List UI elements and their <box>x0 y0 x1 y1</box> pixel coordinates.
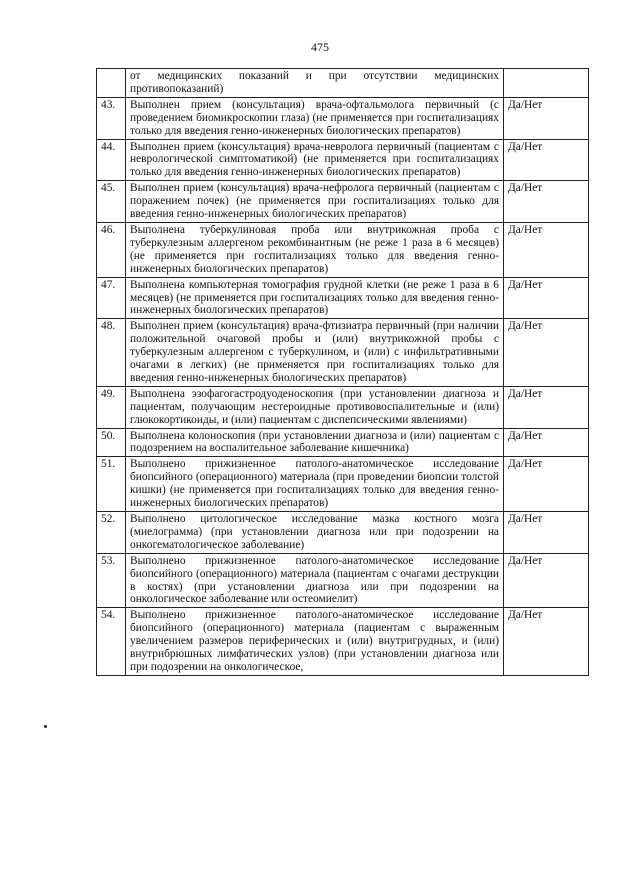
table-row <box>97 97 589 139</box>
table-row <box>97 139 589 181</box>
criterion-text: Выполнен прием (консультация) врача-нефролога первичный (пациентам с поражением почек) (не применяется при госпитализациях только для введения генно-инженерных биологических препаратов) <box>126 181 504 223</box>
answer-cell: Да/Нет <box>504 319 589 387</box>
answer-cell: Да/Нет <box>504 277 589 319</box>
criterion-text: Выполнена эзофагогастродуоденоскопия (при установлении диагноза и пациентам, получающим нестероидные противовоспалительные и (или) глюкокортикоиды, и (или) пациентам с диспепсическими явлениями) <box>126 386 504 428</box>
criterion-text: Выполнено цитологическое исследование мазка костного мозга (миелограмма) (при установлении диагноза или при подозрении на онкогематологическое заболевание) <box>126 512 504 554</box>
table-row <box>97 386 589 428</box>
criterion-text: Выполнено прижизненное патолого-анатомическое исследование биопсийного (операционного) материала (пациентам с выраженным увеличением размеров периферических и (или) внутригрудных, и (или) внутрибрюшных лимфатических узлов) (при установлении диагноза или при подозрении на онкологическое, <box>126 608 504 676</box>
answer-cell: Да/Нет <box>504 139 589 181</box>
row-number: 43. <box>97 97 126 139</box>
row-number: 47. <box>97 277 126 319</box>
row-number: 44. <box>97 139 126 181</box>
row-number: 52. <box>97 512 126 554</box>
answer-cell <box>504 69 589 98</box>
criteria-table <box>96 68 589 676</box>
answer-cell: Да/Нет <box>504 181 589 223</box>
row-number: 50. <box>97 428 126 457</box>
criterion-text: от медицинских показаний и при отсутствии медицинских противопоказаний) <box>126 69 504 98</box>
row-number: 53. <box>97 553 126 608</box>
table-row <box>97 428 589 457</box>
table-row <box>97 457 589 512</box>
row-number: 45. <box>97 181 126 223</box>
row-number: 49. <box>97 386 126 428</box>
table-row <box>97 512 589 554</box>
row-number: 48. <box>97 319 126 387</box>
row-number: 54. <box>97 608 126 676</box>
table-row <box>97 553 589 608</box>
table-row <box>97 222 589 277</box>
scan-artifact-dot <box>44 725 47 728</box>
criterion-text: Выполнена туберкулиновая проба или внутрикожная проба с туберкулезным аллергеном рекомбинантным (не реже 1 раза в 6 месяцев) (не применяется при госпитализациях только для введения генно-инженерных биологических препаратов) <box>126 222 504 277</box>
table-row <box>97 277 589 319</box>
answer-cell: Да/Нет <box>504 608 589 676</box>
answer-cell: Да/Нет <box>504 222 589 277</box>
table-row <box>97 69 589 98</box>
criterion-text: Выполнено прижизненное патолого-анатомическое исследование биопсийного (операционного) материала (при проведении биопсии толстой кишки) (не применяется при госпитализациях только для введения генно-инженерных биологических препаратов) <box>126 457 504 512</box>
row-number: 51. <box>97 457 126 512</box>
criterion-text: Выполнена колоноскопия (при установлении диагноза и (или) пациентам с подозрением на воспалительное заболевание кишечника) <box>126 428 504 457</box>
answer-cell: Да/Нет <box>504 512 589 554</box>
answer-cell: Да/Нет <box>504 386 589 428</box>
page-number: 475 <box>311 40 329 54</box>
row-number: 46. <box>97 222 126 277</box>
table-row <box>97 181 589 223</box>
answer-cell: Да/Нет <box>504 97 589 139</box>
answer-cell: Да/Нет <box>504 457 589 512</box>
table-row <box>97 608 589 676</box>
criterion-text: Выполнена компьютерная томография грудной клетки (не реже 1 раза в 6 месяцев) (не применяется при госпитализациях только для введения генно-инженерных биологических препаратов) <box>126 277 504 319</box>
answer-cell: Да/Нет <box>504 428 589 457</box>
criterion-text: Выполнен прием (консультация) врача-невролога первичный (пациентам с неврологической симптоматикой) (не применяется при госпитализациях только для введения генно-инженерных биологических препаратов) <box>126 139 504 181</box>
criterion-text: Выполнено прижизненное патолого-анатомическое исследование биопсийного (операционного) материала (пациентам с очагами деструкции в костях) (при установлении диагноза или при подозрении на онкологическое заболевание или остеомиелит) <box>126 553 504 608</box>
table-row <box>97 319 589 387</box>
criterion-text: Выполнен прием (консультация) врача-фтизиатра первичный (при наличии положительной очаговой пробы и (или) внутрикожной пробы с туберкулезным аллергеном с туберкулином, и (или) с инфильтративными очагами в легких) (не применяется при госпитализациях только для введения генно-инженерных биологических препаратов) <box>126 319 504 387</box>
answer-cell: Да/Нет <box>504 553 589 608</box>
criterion-text: Выполнен прием (консультация) врача-офтальмолога первичный (с проведением биомикроскопии глаза) (не применяется при госпитализациях только для введения генно-инженерных биологических препаратов) <box>126 97 504 139</box>
row-number <box>97 69 126 98</box>
